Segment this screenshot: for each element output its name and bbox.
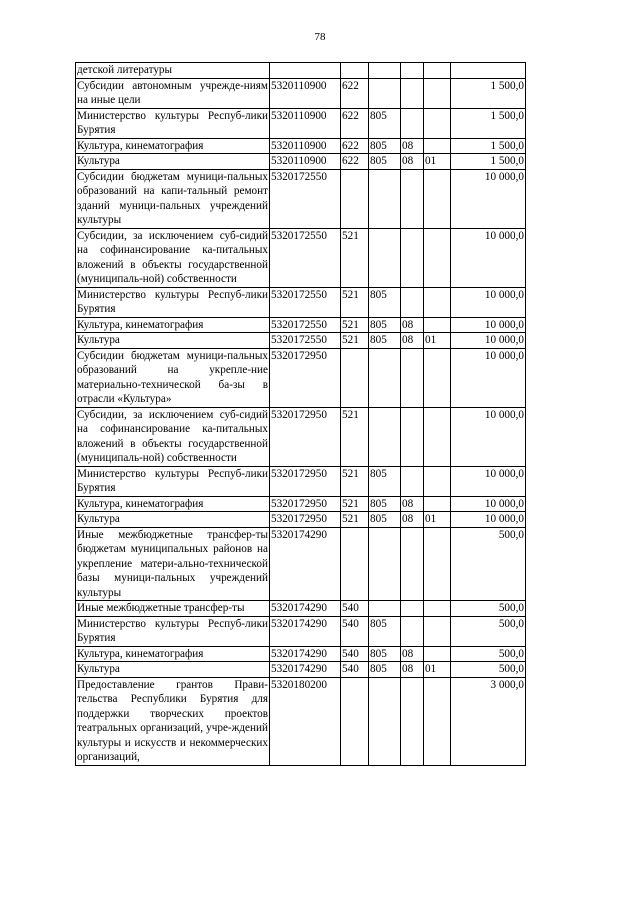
subsection-code-cell	[424, 496, 451, 512]
department-code-cell: 805	[369, 138, 401, 154]
table-row	[76, 466, 526, 496]
page-number: 78	[314, 31, 326, 43]
expense-type-cell	[341, 348, 369, 407]
section-code-cell: 08	[401, 138, 424, 154]
amount-cell: 10 000,0	[451, 287, 526, 317]
section-code-cell: 08	[401, 662, 424, 678]
subsection-code-cell	[424, 108, 451, 138]
expense-type-cell: 521	[341, 287, 369, 317]
section-code-cell	[401, 287, 424, 317]
subsection-code-cell	[424, 527, 451, 601]
row-name-cell: Субсидии автономным учрежде-ниям на иные цели	[77, 79, 268, 106]
target-code-cell: 5320172550	[270, 169, 341, 228]
table-row	[76, 496, 526, 512]
row-name-cell: Культура	[76, 512, 270, 528]
section-code-cell	[401, 78, 424, 108]
department-code-cell: 805	[369, 333, 401, 349]
row-name-cell: Субсидии, за исключением суб-сидий на софинансирование ка-питальных вложений в объекты государственной (муниципаль-ной) собственности	[77, 229, 268, 285]
expense-type-cell: 540	[341, 646, 369, 662]
section-code-cell	[401, 228, 424, 287]
section-code-cell	[401, 466, 424, 496]
table-row	[76, 317, 526, 333]
table-row	[76, 527, 526, 601]
expense-type-cell	[341, 63, 369, 79]
row-name-cell: Субсидии бюджетам муници-пальных образований на укрепле-ние материально-технической ба-зы в отрасли «Культура»	[77, 349, 268, 405]
subsection-code-cell	[424, 63, 451, 79]
subsection-code-cell	[424, 646, 451, 662]
amount-cell: 1 500,0	[451, 154, 526, 170]
expense-type-cell: 521	[341, 466, 369, 496]
table-row	[76, 512, 526, 528]
target-code-cell: 5320172950	[270, 407, 341, 466]
target-code-cell: 5320174290	[270, 601, 341, 617]
table-row	[76, 601, 526, 617]
table-row	[76, 228, 526, 287]
row-name-cell: Культура	[76, 333, 270, 349]
department-code-cell	[369, 63, 401, 79]
expense-type-cell: 540	[341, 662, 369, 678]
row-name-cell: Субсидии, за исключением суб-сидий на софинансирование ка-питальных вложений в объекты государственной (муниципаль-ной) собственности	[77, 408, 268, 464]
table-row	[76, 616, 526, 646]
row-name-cell: Министерство культуры Респуб-лики Бурятия	[77, 288, 268, 315]
row-name-cell: Культура, кинематография	[76, 317, 270, 333]
department-code-cell	[369, 169, 401, 228]
row-name-cell: Культура, кинематография	[76, 646, 270, 662]
section-code-cell: 08	[401, 646, 424, 662]
subsection-code-cell	[424, 466, 451, 496]
table-row	[76, 78, 526, 108]
row-name-cell: Предоставление грантов Прави-тельства Республики Бурятия для поддержки творческих проектов театральных организаций, учре-ждений культуры и искусств и некоммерческих организаций,	[77, 678, 268, 763]
section-code-cell	[401, 108, 424, 138]
department-code-cell	[369, 348, 401, 407]
amount-cell: 10 000,0	[451, 407, 526, 466]
target-code-cell: 5320174290	[270, 616, 341, 646]
subsection-code-cell	[424, 616, 451, 646]
table-row	[76, 154, 526, 170]
amount-cell: 1 500,0	[451, 78, 526, 108]
subsection-code-cell	[424, 78, 451, 108]
section-code-cell: 08	[401, 333, 424, 349]
table-row	[76, 63, 526, 79]
amount-cell: 10 000,0	[451, 317, 526, 333]
subsection-code-cell	[424, 348, 451, 407]
amount-cell: 10 000,0	[451, 466, 526, 496]
target-code-cell: 5320110900	[270, 108, 341, 138]
amount-cell: 10 000,0	[451, 496, 526, 512]
target-code-cell: 5320174290	[270, 662, 341, 678]
expense-type-cell: 622	[341, 138, 369, 154]
expense-type-cell: 521	[341, 228, 369, 287]
table-row	[76, 348, 526, 407]
subsection-code-cell	[424, 138, 451, 154]
target-code-cell: 5320172550	[270, 287, 341, 317]
target-code-cell: 5320172950	[270, 496, 341, 512]
expense-type-cell: 540	[341, 601, 369, 617]
expense-type-cell	[341, 169, 369, 228]
amount-cell	[451, 63, 526, 79]
target-code-cell: 5320110900	[270, 154, 341, 170]
target-code-cell: 5320172550	[270, 333, 341, 349]
department-code-cell: 805	[369, 496, 401, 512]
department-code-cell: 805	[369, 287, 401, 317]
expense-type-cell: 521	[341, 407, 369, 466]
subsection-code-cell	[424, 228, 451, 287]
section-code-cell: 08	[401, 317, 424, 333]
department-code-cell	[369, 228, 401, 287]
row-name-cell: Культура	[76, 662, 270, 678]
section-code-cell	[401, 348, 424, 407]
amount-cell: 500,0	[451, 646, 526, 662]
amount-cell: 500,0	[451, 527, 526, 601]
row-name-cell: Культура, кинематография	[76, 138, 270, 154]
amount-cell: 500,0	[451, 601, 526, 617]
amount-cell: 10 000,0	[451, 348, 526, 407]
amount-cell: 3 000,0	[451, 677, 526, 765]
row-name-cell: Иные межбюджетные трансфер-ты бюджетам муниципальных районов на укрепление матери-ально-технической базы муници-пальных учреждений культуры	[77, 528, 268, 599]
row-name-cell: Министерство культуры Респуб-лики Бурятия	[77, 617, 268, 644]
section-code-cell	[401, 527, 424, 601]
subsection-code-cell: 01	[424, 154, 451, 170]
department-code-cell	[369, 601, 401, 617]
subsection-code-cell: 01	[424, 512, 451, 528]
row-name-cell: детской литературы	[76, 63, 270, 79]
table-row	[76, 169, 526, 228]
department-code-cell	[369, 677, 401, 765]
department-code-cell: 805	[369, 616, 401, 646]
subsection-code-cell	[424, 601, 451, 617]
subsection-code-cell: 01	[424, 333, 451, 349]
subsection-code-cell	[424, 169, 451, 228]
target-code-cell: 5320172950	[270, 348, 341, 407]
department-code-cell	[369, 78, 401, 108]
subsection-code-cell	[424, 317, 451, 333]
budget-table	[75, 62, 526, 766]
section-code-cell	[401, 677, 424, 765]
table-row	[76, 287, 526, 317]
table-row	[76, 677, 526, 765]
target-code-cell: 5320172950	[270, 466, 341, 496]
expense-type-cell	[341, 677, 369, 765]
section-code-cell	[401, 407, 424, 466]
row-name-cell: Субсидии бюджетам муници-пальных образований на капи-тальный ремонт зданий муници-пальных учреждений культуры	[77, 170, 268, 226]
target-code-cell: 5320110900	[270, 138, 341, 154]
subsection-code-cell: 01	[424, 662, 451, 678]
table-row	[76, 108, 526, 138]
subsection-code-cell	[424, 407, 451, 466]
section-code-cell	[401, 616, 424, 646]
amount-cell: 10 000,0	[451, 228, 526, 287]
expense-type-cell: 622	[341, 108, 369, 138]
target-code-cell: 5320174290	[270, 646, 341, 662]
target-code-cell: 5320180200	[270, 677, 341, 765]
target-code-cell: 5320174290	[270, 527, 341, 601]
table-row	[76, 333, 526, 349]
amount-cell: 500,0	[451, 616, 526, 646]
department-code-cell: 805	[369, 154, 401, 170]
department-code-cell: 805	[369, 512, 401, 528]
row-name-cell: Министерство культуры Респуб-лики Бурятия	[77, 109, 268, 136]
table-row	[76, 138, 526, 154]
section-code-cell	[401, 601, 424, 617]
section-code-cell: 08	[401, 496, 424, 512]
expense-type-cell: 521	[341, 496, 369, 512]
amount-cell: 1 500,0	[451, 108, 526, 138]
target-code-cell: 5320172550	[270, 317, 341, 333]
expense-type-cell: 622	[341, 154, 369, 170]
department-code-cell	[369, 527, 401, 601]
target-code-cell: 5320110900	[270, 78, 341, 108]
target-code-cell: 5320172550	[270, 228, 341, 287]
table-row	[76, 646, 526, 662]
expense-type-cell: 540	[341, 616, 369, 646]
department-code-cell: 805	[369, 108, 401, 138]
department-code-cell: 805	[369, 662, 401, 678]
subsection-code-cell	[424, 677, 451, 765]
row-name-cell: Министерство культуры Респуб-лики Бурятия	[77, 467, 268, 494]
target-code-cell: 5320172950	[270, 512, 341, 528]
section-code-cell	[401, 63, 424, 79]
budget-table-body	[76, 63, 526, 766]
expense-type-cell: 521	[341, 317, 369, 333]
expense-type-cell: 622	[341, 78, 369, 108]
department-code-cell	[369, 407, 401, 466]
amount-cell: 1 500,0	[451, 138, 526, 154]
section-code-cell: 08	[401, 154, 424, 170]
subsection-code-cell	[424, 287, 451, 317]
amount-cell: 10 000,0	[451, 169, 526, 228]
expense-type-cell	[341, 527, 369, 601]
expense-type-cell: 521	[341, 512, 369, 528]
table-row	[76, 662, 526, 678]
row-name-cell: Иные межбюджетные трансфер-ты	[76, 601, 270, 617]
section-code-cell	[401, 169, 424, 228]
department-code-cell: 805	[369, 466, 401, 496]
amount-cell: 500,0	[451, 662, 526, 678]
amount-cell: 10 000,0	[451, 512, 526, 528]
row-name-cell: Культура	[76, 154, 270, 170]
amount-cell: 10 000,0	[451, 333, 526, 349]
department-code-cell: 805	[369, 646, 401, 662]
table-row	[76, 407, 526, 466]
target-code-cell	[270, 63, 341, 79]
expense-type-cell: 521	[341, 333, 369, 349]
section-code-cell: 08	[401, 512, 424, 528]
department-code-cell: 805	[369, 317, 401, 333]
row-name-cell: Культура, кинематография	[76, 496, 270, 512]
